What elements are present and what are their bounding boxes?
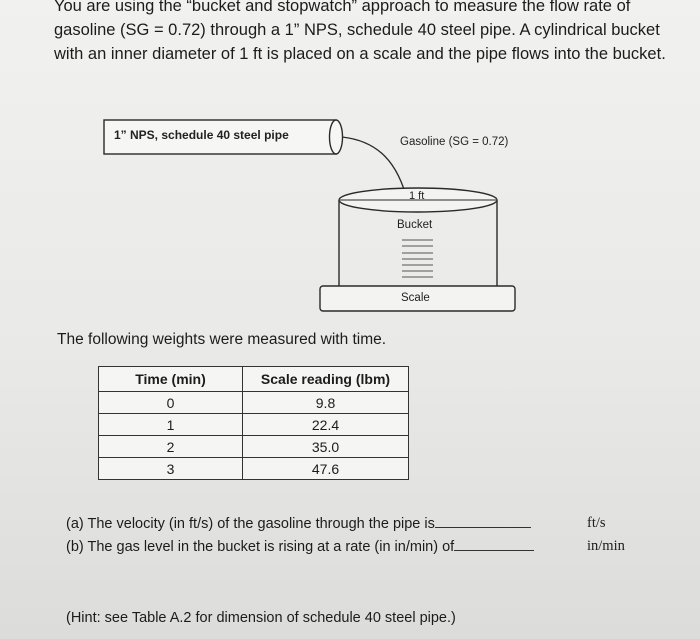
time-cell: 3 xyxy=(99,458,243,480)
bucket-label: Bucket xyxy=(397,219,433,231)
time-cell: 1 xyxy=(99,414,243,436)
table-row xyxy=(99,458,409,480)
table-row xyxy=(99,436,409,458)
answer-a-unit: ft/s xyxy=(587,515,606,531)
hint-text: (Hint: see Table A.2 for dimension of schedule 40 steel pipe.) xyxy=(66,610,456,626)
scale-label: Scale xyxy=(401,292,430,304)
table-header-row xyxy=(99,367,409,392)
table-intro: The following weights were measured with time. xyxy=(57,331,387,348)
answer-b-blank[interactable] xyxy=(454,550,534,551)
pipe-outlet xyxy=(330,120,343,154)
time-header: Time (min) xyxy=(99,367,243,392)
question-a xyxy=(66,516,531,532)
scale-reading-header: Scale reading (lbm) xyxy=(243,367,409,392)
reading-cell: 47.6 xyxy=(243,458,409,480)
answer-b-unit: in/min xyxy=(587,538,625,554)
diameter-label: 1 ft xyxy=(409,190,425,202)
table-row xyxy=(99,392,409,414)
problem-statement: You are using the “bucket and stopwatch” approach to measure the flow rate of gasoline (SG = 0.72) through a 1” NPS, schedule 40 steel pipe. A cylindrical bucket with an inner diameter of 1 ft is placed on a scale and the pipe flows into the bucket. xyxy=(54,0,666,63)
answer-a-blank[interactable] xyxy=(435,527,531,528)
fluid-label: Gasoline (SG = 0.72) xyxy=(400,136,509,148)
reading-cell: 9.8 xyxy=(243,392,409,414)
question-b-text: (b) The gas level in the bucket is rising at a rate (in in/min) of xyxy=(66,539,455,555)
question-a-text: (a) The velocity (in ft/s) of the gasoline through the pipe is xyxy=(66,516,435,532)
scale-readings-table xyxy=(98,366,409,480)
time-cell: 2 xyxy=(99,436,243,458)
pipe-label: 1” NPS, schedule 40 steel pipe xyxy=(114,128,289,142)
reading-cell: 35.0 xyxy=(243,436,409,458)
table-row xyxy=(99,414,409,436)
reading-cell: 22.4 xyxy=(243,414,409,436)
question-b xyxy=(66,539,534,555)
time-cell: 0 xyxy=(99,392,243,414)
